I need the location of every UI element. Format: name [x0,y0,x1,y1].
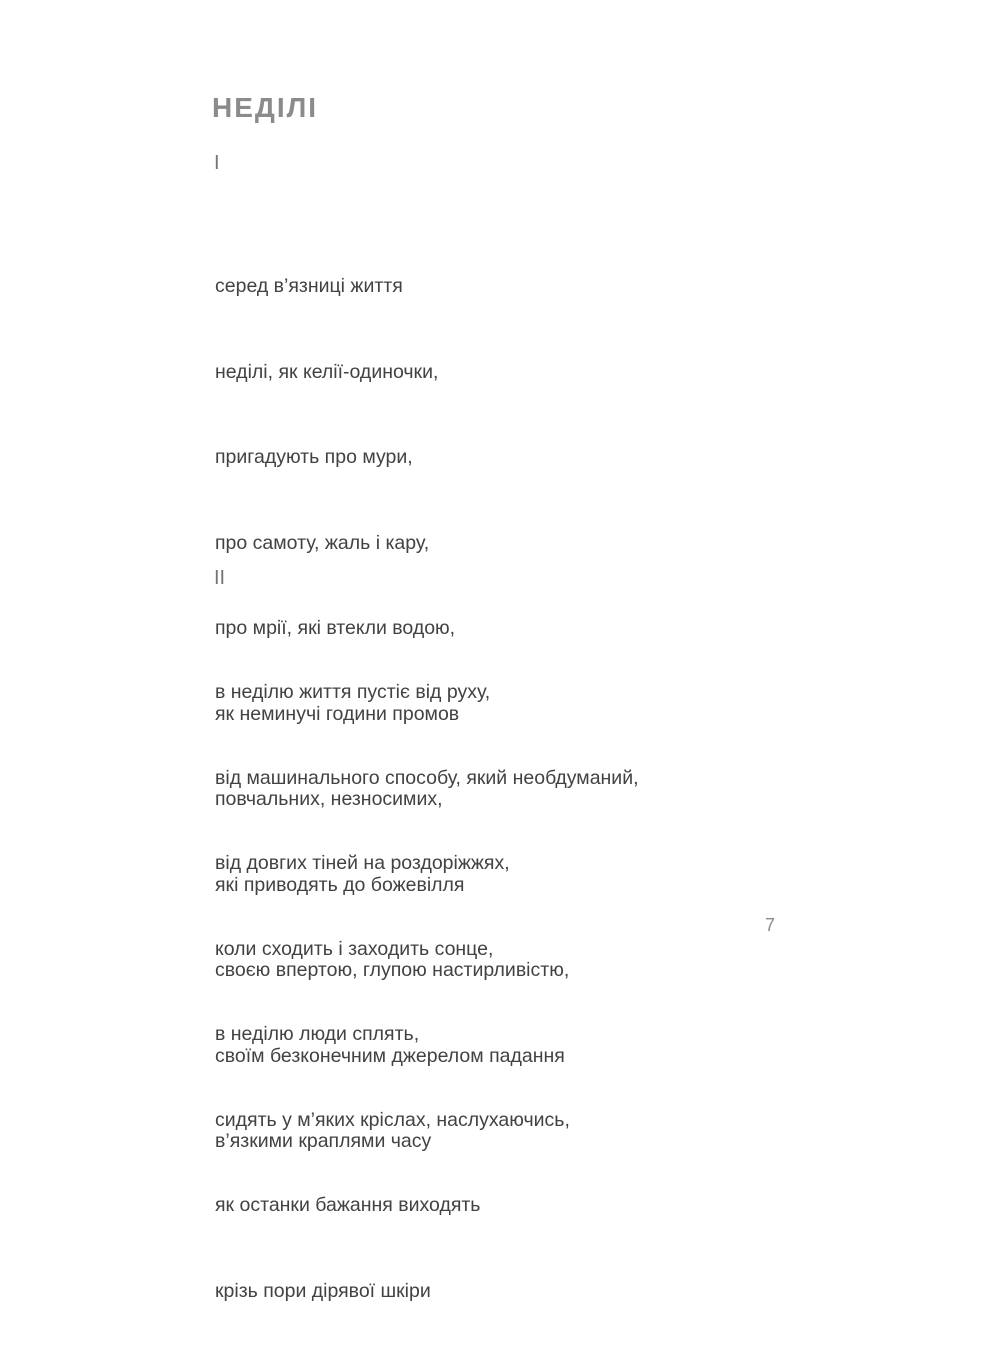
poem-line: від машинального способу, який необдуманий, [215,766,639,789]
poem-line: серед в’язниці життя [215,275,403,297]
poem-line: в неділю життя пустіє від руху, [215,681,491,703]
poem-line: в неділю люди сплять, [215,1023,420,1045]
poem-line: в’язкими краплями часу [215,1130,432,1152]
poem-line: своєю впертою, глупою настирливістю, [215,959,570,981]
poem-line: повчальних, незносимих, [215,788,443,810]
poem-line: про самоту, жаль і кару, [215,531,430,554]
poem-line: неділі, як келії-одиночки, [215,360,439,383]
poem-line: про мрії, які втекли водою, [215,617,456,639]
page-number: 7 [765,915,776,935]
poem-line: пригадують про мури, [215,446,413,468]
poem-line: коли сходить і заходить сонце, [215,937,494,960]
poem-line: крізь пори дірявої шкіри [215,1279,431,1302]
poem-line: які приводять до божевілля [215,873,465,896]
poem-line: сидять у м’яких кріслах, наслухаючись, [215,1108,570,1131]
poem-title: НЕДІЛІ [212,92,319,123]
poem-line: своїм безконечним джерелом падання [215,1044,565,1067]
poem-line: від довгих тіней на роздоріжжях, [215,852,510,874]
section-numeral-2: II [214,567,226,589]
stanza-2 [215,621,639,1362]
poem-line: як останки бажання виходять [215,1194,481,1216]
poem-line: як неминучі години промов [215,702,460,725]
section-numeral-1: I [214,152,220,174]
